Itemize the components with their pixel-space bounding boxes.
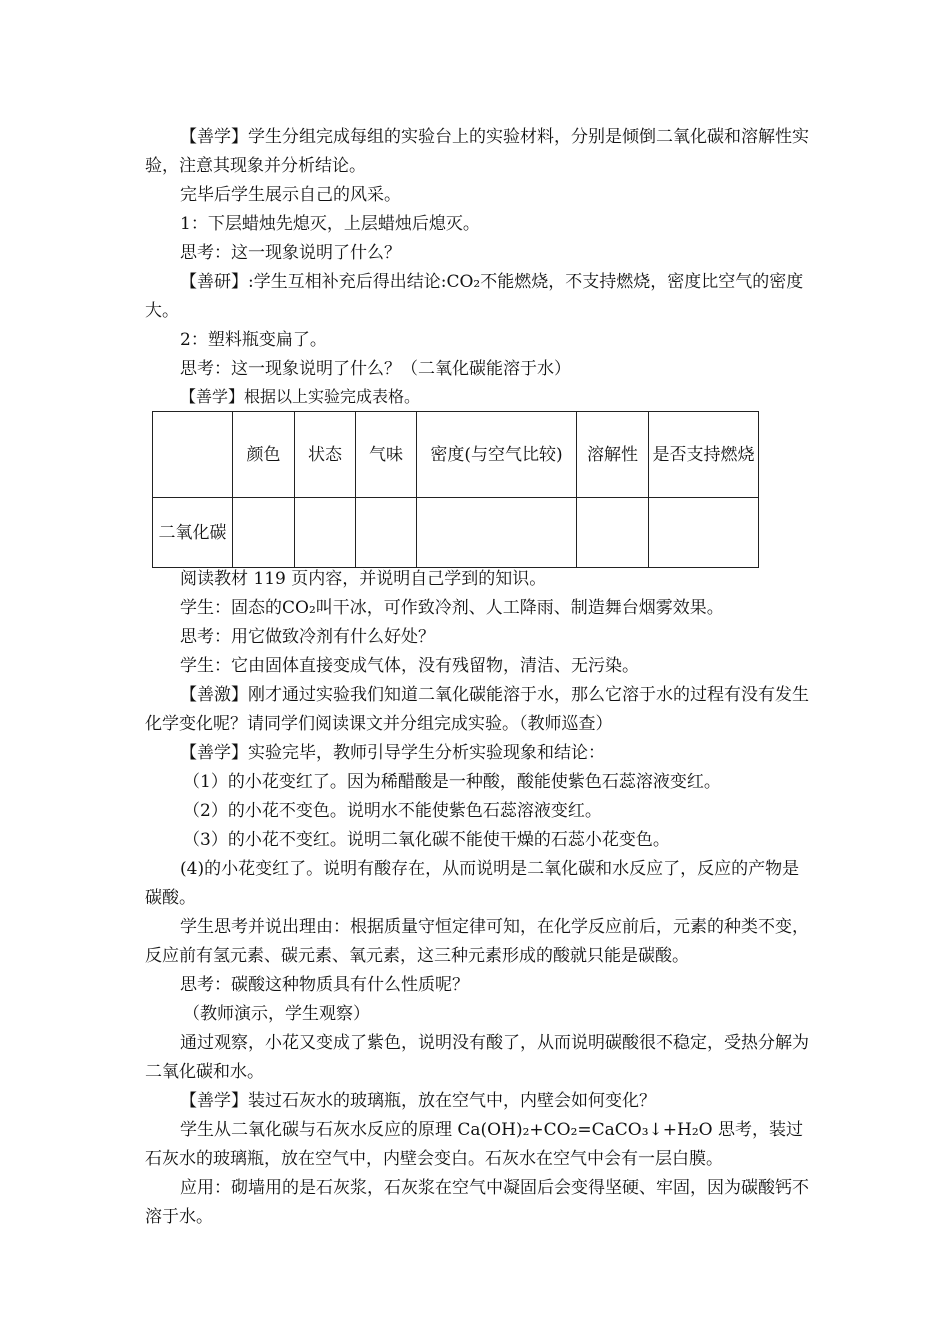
table-cell <box>649 498 759 568</box>
paragraph-think-1: 思考：这一现象说明了什么？ <box>180 243 401 263</box>
paragraph-shanji: 【善激】刚才通过实验我们知道二氧化碳能溶于水，那么它溶于水的过程有没有发生化学变化呢？请同学们阅读课文并分组完成实验。（教师巡查） <box>145 685 809 734</box>
properties-table <box>152 411 759 568</box>
paragraph-result-4: (4)的小花变红了。说明有酸存在，从而说明是二氧化碳和水反应了，反应的产物是碳酸。 <box>145 859 800 908</box>
paragraph-think-4: 思考：碳酸这种物质具有什么性质呢？ <box>180 975 469 995</box>
paragraph-student-answer: 学生：它由固体直接变成气体，没有残留物，清洁、无污染。 <box>180 656 639 676</box>
paragraph-shanxue-2: 【善学】实验完毕，教师引导学生分析实验现象和结论： <box>180 743 605 763</box>
table-header-row <box>153 412 759 498</box>
paragraph-dry-ice: 学生：固态的CO₂叫干冰，可作致冷剂、人工降雨、制造舞台烟雾效果。 <box>180 598 724 618</box>
paragraph-think-2: 思考：这一现象说明了什么？（二氧化碳能溶于水） <box>180 359 571 379</box>
paragraph-reading: 阅读教材 119 页内容，并说明自己学到的知识。 <box>180 569 547 589</box>
paragraph-shanxue-3: 【善学】装过石灰水的玻璃瓶，放在空气中，内壁会如何变化？ <box>180 1091 656 1111</box>
table-cell <box>233 498 295 568</box>
table-cell <box>356 498 417 568</box>
table-header-cell: 是否支持燃烧 <box>649 412 759 498</box>
paragraph-table-intro: 【善学】根据以上实验完成表格。 <box>180 387 421 406</box>
table-header-cell <box>153 412 233 498</box>
paragraph-show: 完毕后学生展示自己的风采。 <box>180 185 401 205</box>
paragraph-result-3: （3）的小花不变红。说明二氧化碳不能使干燥的石蕊小花变色。 <box>183 830 670 850</box>
paragraph-application: 应用：砌墙用的是石灰浆，石灰浆在空气中凝固后会变得坚硬、牢固，因为碳酸钙不溶于水。 <box>145 1178 809 1227</box>
paragraph-reasoning: 学生思考并说出理由：根据质量守恒定律可知，在化学反应前后，元素的种类不变，反应前有氢元素、碳元素、氧元素，这三种元素形成的酸就只能是碳酸。 <box>145 917 809 966</box>
paragraph-observation-2: 2：塑料瓶变扁了。 <box>180 330 327 350</box>
paragraph-demo: （教师演示，学生观察） <box>183 1004 370 1024</box>
table-cell <box>295 498 356 568</box>
table-row-label: 二氧化碳 <box>153 498 233 568</box>
table-cell <box>417 498 577 568</box>
paragraph-limewater: 学生从二氧化碳与石灰水反应的原理 Ca(OH)₂+CO₂=CaCO₃↓+H₂O 思考，装过石灰水的玻璃瓶，放在空气中，内壁会变白。石灰水在空气中会有一层白膜。 <box>145 1120 804 1169</box>
table-cell <box>577 498 649 568</box>
paragraph-result-1: （1）的小花变红了。因为稀醋酸是一种酸，酸能使紫色石蕊溶液变红。 <box>183 772 721 792</box>
paragraph-think-3: 思考：用它做致冷剂有什么好处？ <box>180 627 435 647</box>
table-header-cell: 颜色 <box>233 412 295 498</box>
table-header-cell: 气味 <box>356 412 417 498</box>
table-row <box>153 498 759 568</box>
paragraph-result-2: （2）的小花不变色。说明水不能使紫色石蕊溶液变红。 <box>183 801 602 821</box>
paragraph-decompose: 通过观察，小花又变成了紫色，说明没有酸了，从而说明碳酸很不稳定，受热分解为二氧化碳和水。 <box>145 1033 809 1082</box>
paragraph-observation-1: 1：下层蜡烛先熄灭，上层蜡烛后熄灭。 <box>180 214 480 234</box>
table-header-cell: 密度(与空气比较) <box>417 412 577 498</box>
table-header-cell: 状态 <box>295 412 356 498</box>
paragraph-shanyan: 【善研】:学生互相补充后得出结论:CO₂不能燃烧，不支持燃烧，密度比空气的密度大。 <box>145 272 804 321</box>
paragraph-shanxue-1: 【善学】学生分组完成每组的实验台上的实验材料，分别是倾倒二氧化碳和溶解性实验，注意其现象并分析结论。 <box>145 127 809 176</box>
table-header-cell: 溶解性 <box>577 412 649 498</box>
